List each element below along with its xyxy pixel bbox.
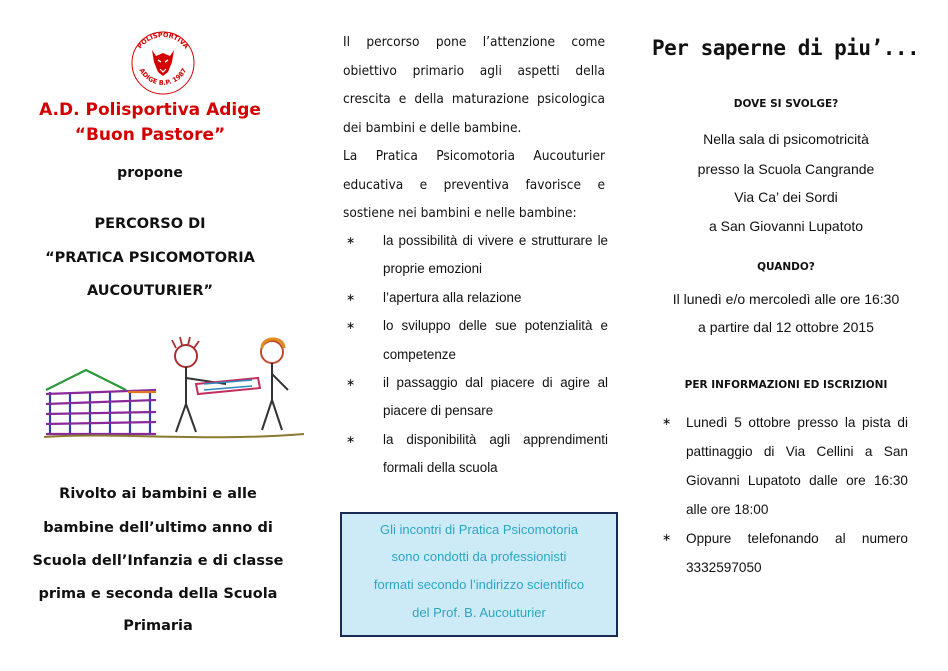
where-line: presso la Scuola Cangrande [697, 161, 875, 177]
when-line: a partire dal 12 ottobre 2015 [698, 319, 874, 335]
target-audience-line5: Primaria [123, 618, 193, 634]
child-drawing-illustration [36, 334, 306, 446]
target-audience-line4: prima e seconda della Scuola [38, 586, 278, 602]
info-heading: PER INFORMAZIONI ED ISCRIZIONI [684, 379, 888, 391]
intro-paragraph: Il percorso pone l’attenzione come obiettivo primario agli aspetti della crescita e della maturazione psicologica dei bambini e delle bambine. [343, 34, 605, 136]
list-item: ∗ lo sviluppo delle sue potenzialità e competenze [346, 312, 608, 369]
where-line: a San Giovanni Lupatoto [708, 218, 864, 234]
info-box-line: Gli incontri di Pratica Psicomotoria [380, 522, 578, 537]
instructors-info-box [340, 512, 618, 637]
logo-text-top: POLISPORTIVA [135, 30, 191, 51]
when-heading: QUANDO? [757, 261, 815, 273]
where-heading: DOVE SI SVOLGE? [733, 98, 839, 110]
page-headline: Per saperne di piu’... [652, 36, 920, 60]
polisportiva-logo [128, 26, 198, 96]
propone-label: propone [117, 165, 183, 181]
course-title-line1: PERCORSO DI [94, 216, 206, 232]
where-line: Nella sala di psicomotricità [703, 131, 869, 147]
org-name-line1: A.D. Polisportiva Adige [39, 100, 261, 120]
when-line: Il lunedì e/o mercoledì alle ore 16:30 [672, 291, 900, 307]
list-item: ∗ Lunedì 5 ottobre presso la pista di pattinaggio di Via Cellini a San Giovanni Lupatoto dalle ore 16:30 alle ore 18:00 [662, 408, 908, 524]
benefits-list [346, 227, 608, 483]
right-panel [640, 0, 940, 671]
left-panel [0, 0, 316, 671]
org-name-line2: “Buon Pastore” [74, 125, 226, 145]
list-item: ∗ Oppure telefonando al numero 3332597050 [662, 524, 908, 582]
list-item: ∗ l’apertura alla relazione [346, 284, 608, 312]
course-title-line2: “PRATICA PSICOMOTORIA [45, 250, 255, 266]
target-audience-line2: bambine dell’ultimo anno di [43, 520, 273, 536]
info-box-line: sono condotti da professionisti [391, 549, 567, 564]
where-line: Via Ca’ dei Sordi [734, 189, 838, 205]
registration-list [662, 408, 908, 582]
target-audience-line1: Rivolto ai bambini e alle [59, 486, 257, 502]
svg-text:POLISPORTIVA [136, 31, 191, 50]
target-audience-line3: Scuola dell’Infanzia e di classe [32, 553, 284, 569]
list-item: ∗ la possibilità di vivere e strutturare le proprie emozioni [346, 227, 608, 284]
list-item: ∗ la disponibilità agli apprendimenti formali della scuola [346, 426, 608, 483]
method-paragraph: La Pratica Psicomotoria Aucouturier educativa e preventiva favorisce e sostiene nei bambini e nelle bambine: [343, 148, 605, 221]
logo-text-bottom: ADIGE B.P. 1987 [137, 66, 189, 87]
middle-panel [330, 0, 620, 671]
info-box-line: formati secondo l’indirizzo scientifico [373, 577, 585, 592]
info-box-line: del Prof. B. Aucouturier [412, 605, 546, 620]
list-item: ∗ il passaggio dal piacere di agire al piacere di pensare [346, 369, 608, 426]
course-title-line3: AUCOUTURIER” [86, 283, 214, 299]
